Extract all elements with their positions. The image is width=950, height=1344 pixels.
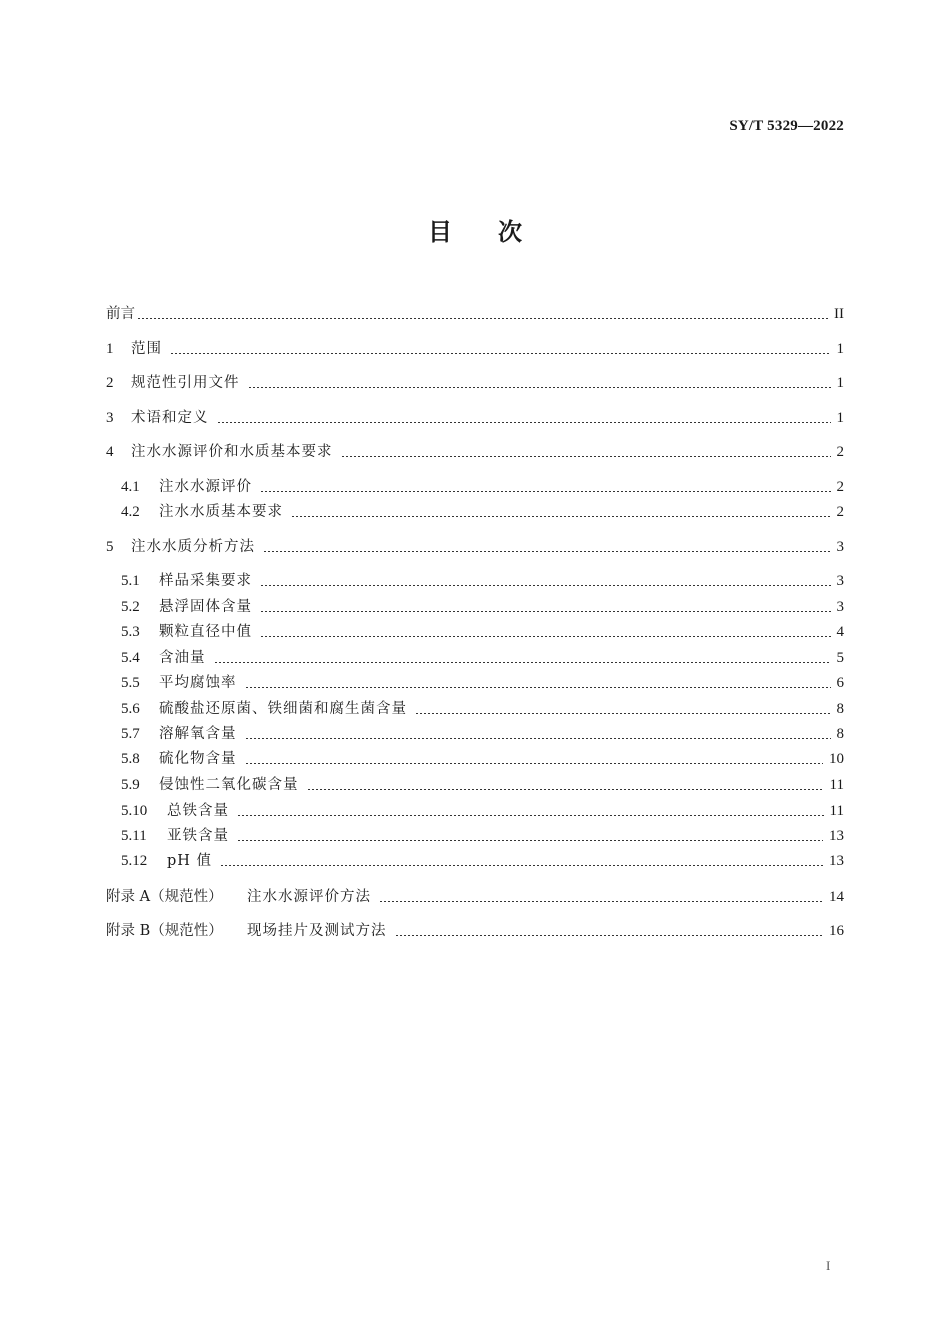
- dot-leader: [137, 318, 828, 319]
- toc-entry-label: 亚铁含量: [167, 828, 229, 844]
- dot-leader: [291, 516, 831, 517]
- standard-code: SY/T 5329—2022: [729, 118, 844, 134]
- toc-entry-label: 范围: [131, 341, 162, 357]
- dot-leader: [245, 687, 831, 688]
- toc-entry-5-5[interactable]: [121, 673, 844, 693]
- toc-entry-number: 5: [106, 539, 114, 555]
- dot-leader: [220, 865, 823, 866]
- toc-entry-number: 2: [106, 375, 114, 391]
- toc-entry-5-4[interactable]: [121, 648, 844, 668]
- toc-entry-label: 总铁含量: [167, 803, 229, 819]
- dot-leader: [260, 585, 831, 586]
- toc-entry-number: 5.5: [121, 675, 140, 691]
- toc-entry-label: 悬浮固体含量: [159, 599, 252, 615]
- toc-entry-label: 硫酸盐还原菌、铁细菌和腐生菌含量: [159, 701, 407, 717]
- toc-entry-label: pH 值: [167, 853, 213, 869]
- toc-entry-4-2[interactable]: [121, 502, 844, 522]
- toc-entry-page: II: [834, 306, 844, 322]
- toc-entry-label: 颗粒直径中值: [159, 624, 252, 640]
- toc-entry-5-11[interactable]: [121, 826, 844, 846]
- toc-entry-page: 4: [836, 624, 844, 640]
- toc-entry-label: 侵蚀性二氧化碳含量: [159, 777, 299, 793]
- toc-entry-number: 附录 A（规范性）: [106, 889, 223, 905]
- toc-entry-number: 5.9: [121, 777, 140, 793]
- toc-entry-page: 1: [836, 375, 844, 391]
- toc-entry-label: 溶解氧含量: [159, 726, 237, 742]
- toc-entry-page: 13: [829, 828, 844, 844]
- toc-entry-page: 16: [829, 923, 844, 939]
- toc-entry-page: 13: [829, 853, 844, 869]
- toc-entry-5-6[interactable]: [121, 699, 844, 719]
- toc-entry-page: 5: [836, 650, 844, 666]
- toc-entry-label: 硫化物含量: [159, 751, 237, 767]
- dot-leader: [170, 353, 831, 354]
- toc-entry-number: 5.1: [121, 573, 140, 589]
- toc-entry-label: 注水水源评价: [159, 479, 252, 495]
- toc-entry-page: 3: [836, 573, 844, 589]
- toc-entry-5-2[interactable]: [121, 597, 844, 617]
- toc-entry-number: 附录 B（规范性）: [106, 923, 223, 939]
- toc-entry-label: 前言: [106, 306, 135, 322]
- toc-entry-3[interactable]: [106, 408, 844, 428]
- toc-entry-number: 5.3: [121, 624, 140, 640]
- toc-entry-5-9[interactable]: [121, 775, 844, 795]
- page-number: I: [826, 1258, 831, 1273]
- toc-entry-page: 8: [836, 701, 844, 717]
- toc-entry-5-1[interactable]: [121, 571, 844, 591]
- toc-entry-label: 注水水质基本要求: [159, 504, 283, 520]
- toc-entry-number: 4.2: [121, 504, 140, 520]
- dot-leader: [260, 611, 831, 612]
- dot-leader: [217, 422, 831, 423]
- dot-leader: [237, 815, 824, 816]
- toc-entry-5-7[interactable]: [121, 724, 844, 744]
- toc-entry-number: 4: [106, 444, 114, 460]
- dot-leader: [341, 456, 831, 457]
- toc-entry-page: 10: [829, 751, 844, 767]
- toc-entry-number: 5.8: [121, 751, 140, 767]
- toc-entry-number: 5.7: [121, 726, 140, 742]
- toc-entry-2[interactable]: [106, 373, 844, 393]
- toc-entry-number: 5.10: [121, 803, 148, 819]
- toc-entry-foreword[interactable]: [106, 304, 844, 324]
- toc-entry-appendix-b[interactable]: [106, 921, 844, 941]
- toc-entry-label: 规范性引用文件: [131, 375, 240, 391]
- toc-entry-number: 5.12: [121, 853, 148, 869]
- dot-leader: [237, 840, 823, 841]
- dot-leader: [307, 789, 824, 790]
- toc-entry-page: 3: [836, 599, 844, 615]
- toc-entry-number: 3: [106, 410, 114, 426]
- toc-entry-page: 14: [829, 889, 844, 905]
- toc-entry-page: 1: [836, 341, 844, 357]
- toc-entry-label: 注水水质分析方法: [131, 539, 255, 555]
- dot-leader: [379, 901, 823, 902]
- dot-leader: [260, 491, 831, 492]
- toc-entry-label: 平均腐蚀率: [159, 675, 237, 691]
- dot-leader: [263, 551, 831, 552]
- toc-entry-4[interactable]: [106, 442, 844, 462]
- toc-entry-number: 5.2: [121, 599, 140, 615]
- toc-entry-1[interactable]: [106, 339, 844, 359]
- toc-entry-label: 注水水源评价和水质基本要求: [131, 444, 333, 460]
- dot-leader: [395, 935, 824, 936]
- toc-entry-5[interactable]: [106, 537, 844, 557]
- toc-entry-number: 5.4: [121, 650, 140, 666]
- toc-entry-page: 11: [829, 777, 844, 793]
- dot-leader: [248, 387, 831, 388]
- toc-entry-label: 术语和定义: [131, 410, 209, 426]
- toc-entry-number: 5.6: [121, 701, 140, 717]
- toc-entry-number: 4.1: [121, 479, 140, 495]
- toc-entry-page: 11: [829, 803, 844, 819]
- toc-entry-page: 1: [836, 410, 844, 426]
- toc-entry-number: 1: [106, 341, 114, 357]
- toc-entry-label: 现场挂片及测试方法: [247, 923, 387, 939]
- dot-leader: [245, 738, 831, 739]
- toc-entry-label: 样品采集要求: [159, 573, 252, 589]
- toc-entry-page: 2: [836, 479, 844, 495]
- toc-entry-5-8[interactable]: [121, 749, 844, 769]
- toc-entry-number: 5.11: [121, 828, 147, 844]
- toc-entry-page: 2: [836, 504, 844, 520]
- toc-entry-page: 8: [836, 726, 844, 742]
- toc-entry-label: 含油量: [159, 650, 206, 666]
- toc-entry-page: 6: [836, 675, 844, 691]
- dot-leader: [245, 763, 824, 764]
- dot-leader: [415, 713, 831, 714]
- toc-entry-5-12[interactable]: [121, 851, 844, 871]
- toc-entry-page: 2: [836, 444, 844, 460]
- dot-leader: [260, 636, 831, 637]
- page-title: 目次: [428, 218, 568, 246]
- toc-entry-label: 注水水源评价方法: [247, 889, 371, 905]
- toc-entry-5-10[interactable]: [121, 801, 844, 821]
- toc-entry-page: 3: [836, 539, 844, 555]
- toc-entry-4-1[interactable]: [121, 477, 844, 497]
- toc-entry-5-3[interactable]: [121, 622, 844, 642]
- toc-entry-appendix-a[interactable]: [106, 887, 844, 907]
- dot-leader: [214, 662, 831, 663]
